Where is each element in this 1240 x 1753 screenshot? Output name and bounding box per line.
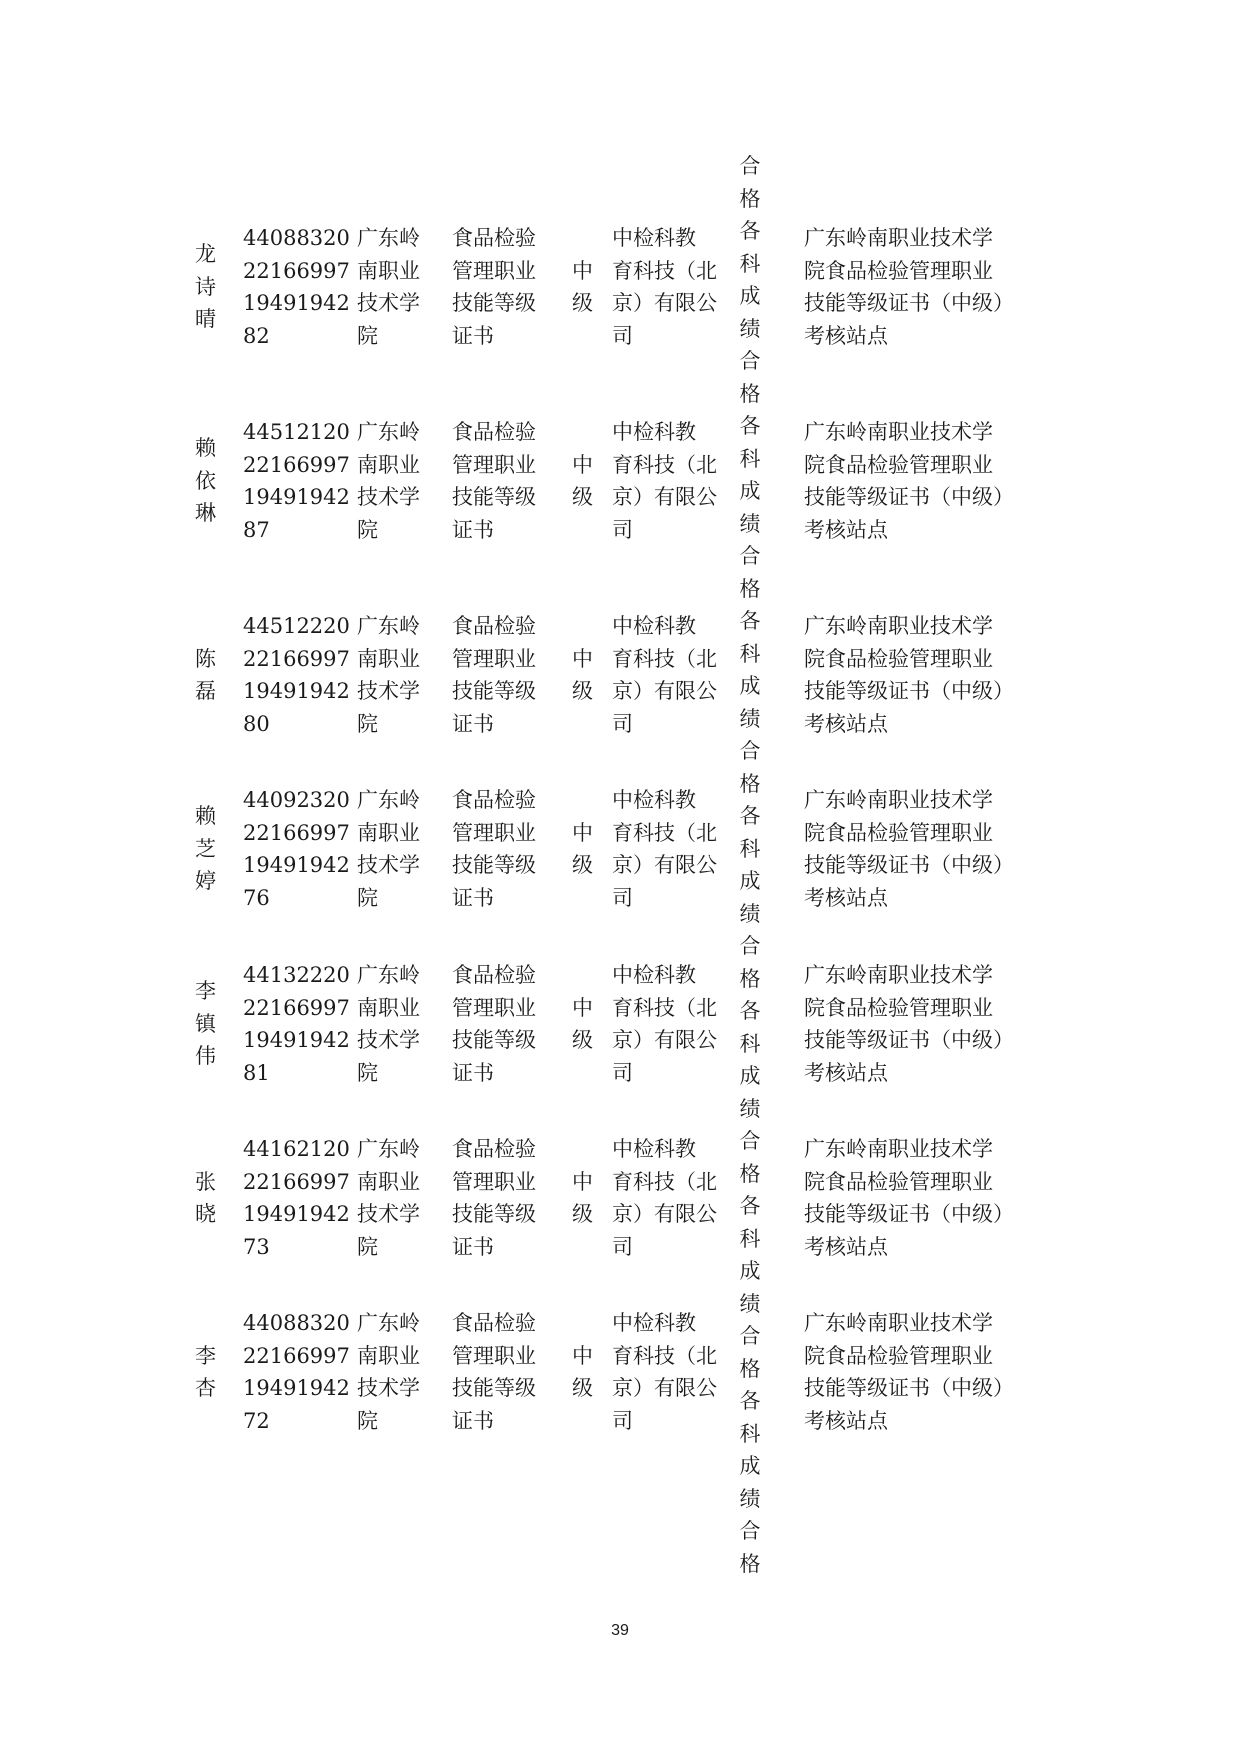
page-number: 39 [611,1622,629,1639]
school-name: 广东岭 南职业 技术学 院 [357,963,420,1085]
issuing-organization: 中检科教 育科技（北 京）有限公 司 [612,963,717,1085]
school-name: 广东岭 南职业 技术学 院 [357,788,420,910]
issuing-organization: 中检科教 育科技（北 京）有限公 司 [612,1137,717,1259]
certificate-name: 食品检验 管理职业 技能等级 证书 [452,226,536,348]
assessment-site: 广东岭南职业技术学 院食品检验管理职业 技能等级证书（中级） 考核站点 [804,1137,1014,1259]
assessment-site: 广东岭南职业技术学 院食品检验管理职业 技能等级证书（中级） 考核站点 [804,788,1014,910]
issuing-organization: 中检科教 育科技（北 京）有限公 司 [612,420,717,542]
school-name: 广东岭 南职业 技术学 院 [357,226,420,348]
issuing-organization: 中检科教 育科技（北 京）有限公 司 [612,614,717,736]
id-number: 44092320 22166997 19491942 76 [243,788,350,910]
certificate-name: 食品检验 管理职业 技能等级 证书 [452,1137,536,1259]
result-char: 合 [739,1324,761,1348]
id-number: 44088320 22166997 19491942 72 [243,1311,350,1433]
student-name: 陈 磊 [195,646,216,703]
certificate-name: 食品检验 管理职业 技能等级 证书 [452,788,536,910]
result-char: 合 [739,739,761,763]
table-row [0,927,1240,1121]
result-char: 合 [739,1519,761,1543]
result-char: 科 [739,836,761,861]
table-row [0,190,1240,384]
certificate-name: 食品检验 管理职业 技能等级 证书 [452,1311,536,1433]
student-name: 赖 依 琳 [195,436,216,526]
result-char: 合 [739,544,761,568]
assessment-site: 广东岭南职业技术学 院食品检验管理职业 技能等级证书（中级） 考核站点 [804,420,1014,542]
student-name: 张 晓 [195,1169,216,1226]
assessment-site: 广东岭南职业技术学 院食品检验管理职业 技能等级证书（中级） 考核站点 [804,963,1014,1085]
student-name: 龙 诗 晴 [195,242,216,332]
result-char: 成 [739,869,761,893]
result-char: 绩 [739,1291,761,1316]
student-name: 赖 芝 婷 [195,804,216,894]
result-char: 格 [739,576,761,601]
result-char: 格 [739,1356,761,1381]
result-char: 各 [739,1194,761,1218]
issuing-organization: 中检科教 育科技（北 京）有限公 司 [612,226,717,348]
result-char: 各 [739,804,761,828]
id-number: 44512220 22166997 19491942 80 [243,614,350,736]
certificate-level: 中 级 [572,258,593,315]
student-name: 李 镇 伟 [195,979,216,1069]
result-char: 各 [739,414,761,438]
result-char: 格 [739,381,761,406]
result-char: 成 [739,674,761,698]
result-char: 各 [739,999,761,1023]
result-char: 格 [739,1551,761,1576]
table-row [0,752,1240,946]
table-row [0,384,1240,578]
assessment-site: 广东岭南职业技术学 院食品检验管理职业 技能等级证书（中级） 考核站点 [804,614,1014,736]
certificate-name: 食品检验 管理职业 技能等级 证书 [452,420,536,542]
id-number: 44132220 22166997 19491942 81 [243,963,350,1085]
result-char: 合 [739,349,761,373]
result-char: 绩 [739,316,761,341]
issuing-organization: 中检科教 育科技（北 京）有限公 司 [612,788,717,910]
school-name: 广东岭 南职业 技术学 院 [357,420,420,542]
result-char: 格 [739,1161,761,1186]
id-number: 44088320 22166997 19491942 82 [243,226,350,348]
result-char: 成 [739,284,761,308]
result-char: 科 [739,641,761,666]
result-char: 成 [739,1064,761,1088]
result-char: 科 [739,1031,761,1056]
assessment-site: 广东岭南职业技术学 院食品检验管理职业 技能等级证书（中级） 考核站点 [804,226,1014,348]
issuing-organization: 中检科教 育科技（北 京）有限公 司 [612,1311,717,1433]
result-char: 科 [739,446,761,471]
certificate-name: 食品检验 管理职业 技能等级 证书 [452,963,536,1085]
result-char: 科 [739,1421,761,1446]
certificate-level: 中 级 [572,452,593,509]
school-name: 广东岭 南职业 技术学 院 [357,1137,420,1259]
certificate-level: 中 级 [572,995,593,1052]
result-char: 格 [739,966,761,991]
result-char: 绩 [739,1486,761,1511]
result-char: 成 [739,1259,761,1283]
student-name: 李 杏 [195,1343,216,1400]
result-char: 各 [739,609,761,633]
certificate-level: 中 级 [572,1343,593,1400]
result-char: 绩 [739,901,761,926]
certificate-level: 中 级 [572,1169,593,1226]
certificate-level: 中 级 [572,820,593,877]
certificate-name: 食品检验 管理职业 技能等级 证书 [452,614,536,736]
result-char: 绩 [739,1096,761,1121]
id-number: 44512120 22166997 19491942 87 [243,420,350,542]
table-row [0,578,1240,772]
result-char: 科 [739,251,761,276]
result-char: 格 [739,771,761,796]
result-char: 绩 [739,706,761,731]
result-char: 格 [739,186,761,211]
certificate-level: 中 级 [572,646,593,703]
result-char: 绩 [739,511,761,536]
result-char: 各 [739,219,761,243]
table-row [0,1101,1240,1295]
result-char: 科 [739,1226,761,1251]
table-row [0,1275,1240,1469]
id-number: 44162120 22166997 19491942 73 [243,1137,350,1259]
school-name: 广东岭 南职业 技术学 院 [357,614,420,736]
result-char: 合 [739,934,761,958]
result-char: 合 [739,1129,761,1153]
result-char: 合 [739,154,761,178]
result-char: 各 [739,1389,761,1413]
assessment-site: 广东岭南职业技术学 院食品检验管理职业 技能等级证书（中级） 考核站点 [804,1311,1014,1433]
result-char: 成 [739,479,761,503]
result-char: 成 [739,1454,761,1478]
school-name: 广东岭 南职业 技术学 院 [357,1311,420,1433]
